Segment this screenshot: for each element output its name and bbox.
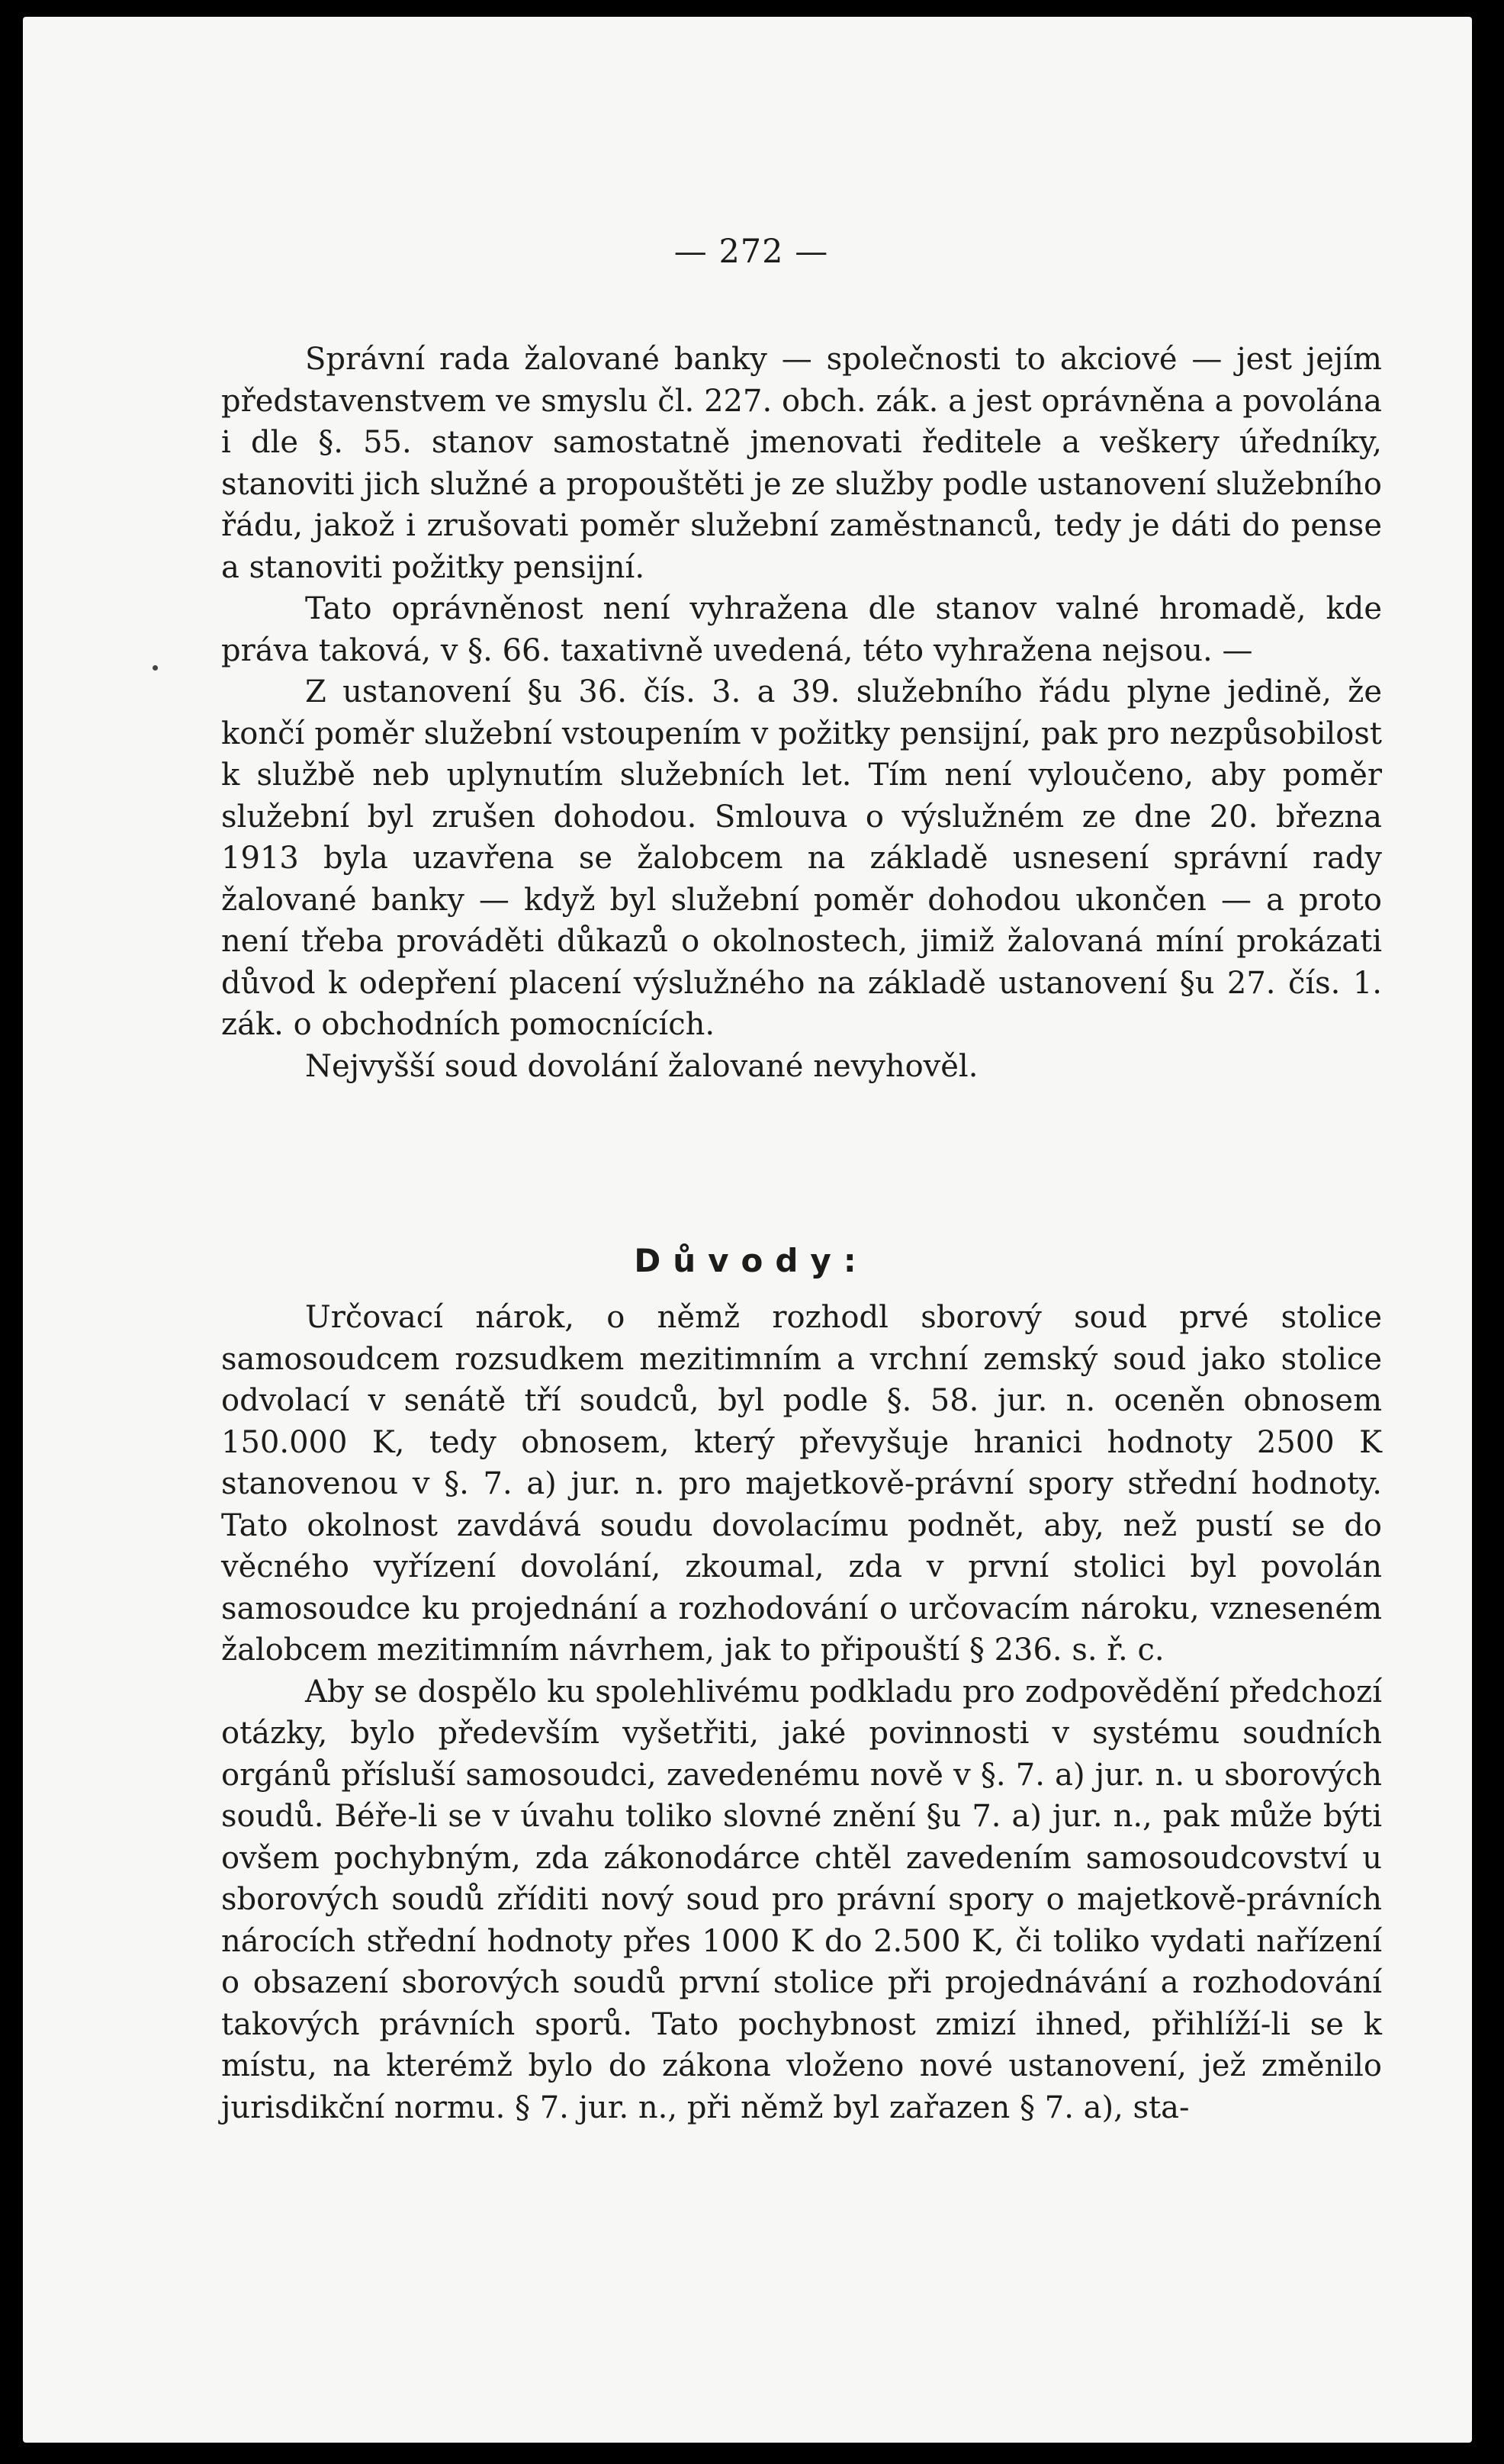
paragraph-board-authority: Správní rada žalované banky — společnosti to akciové — jest jejím představenstvem ve smyslu čl. 227. obch. zák. a jest oprávněna a povolána i dle §. 55. stanov samostatně jmenovati ředitele a veškery úředníky, stanoviti jich služné a propouštěti je ze služby podle ustanovení služebního řádu, jakož i zrušovati poměr služební zaměstnanců, tedy je dáti do pense a stanoviti požitky pensijní. — [221, 342, 1382, 585]
paragraph-general-meeting: Tato oprávněnost není vyhražena dle stanov valné hromadě, kde práva taková, v §. 66. taxativně uvedená, této vyhražena nejsou. — — [221, 591, 1382, 668]
paragraph-single-judge-system: Aby se dospělo ku spolehlivému podkladu pro zodpovědění předchozí otázky, bylo především vyšetřiti, jaké povinnosti v systému soudních orgánů přísluší samosoudci, zavedenému nově v §. 7. a) jur. n. u sborových soudů. Béře-li se v úvahu toliko slovné znění §u 7. a) jur. n., pak může býti ovšem pochybným, zda zákonodárce chtěl zavedením samosoudcovství u sborových soudů zříditi nový soud pro právní spory o majetkově-právních nárocích střední hodnoty přes 1000 K do 2.500 K, či toliko vydati nařízení o obsazení sborových soudů první stolice při projednávání a rozhodování takových právních sporů. Tato pochybnost zmizí ihned, přihlíží-li se k místu, na kterémž bylo do zákona vloženo nové ustanovení, jež změnilo jurisdikční normu. § 7. jur. n., při němž byl zařazen § 7. a), sta- — [221, 1674, 1382, 2125]
reasons-text — [221, 1297, 1382, 2128]
paragraph-declaratory-claim: Určovací nárok, o němž rozhodl sborový soud prvé stolice samosoudcem rozsudkem mezitimním a vrchní zemský soud jako stolice odvolací v senátě tří soudců, byl podle §. 58. jur. n. oceněn obnosem 150.000 K, tedy obnosem, který převyšuje hranici hodnoty 2500 K stanovenou v §. 7. a) jur. n. pro majetkově-právní spory střední hodnoty. Tato okolnost zavdává soudu dovolacímu podnět, aby, než pustí se do věcného vyřízení dovolání, zkoumal, zda v první stolici byl povolán samosoudce ku projednání a rozhodování o určovacím nároku, vzneseném žalobcem mezitimním návrhem, jak to připouští § 236. s. ř. c. — [221, 1300, 1382, 1668]
margin-mark — [153, 665, 158, 671]
paragraph-supreme-court-ruling: Nejvyšší soud dovolání žalované nevyhověl. — [305, 1048, 979, 1084]
judgment-text — [221, 339, 1382, 1087]
section-heading-reasons: Důvody: — [634, 1242, 869, 1279]
paragraph-service-regulations: Z ustanovení §u 36. čís. 3. a 39. služebního řádu plyne jedině, že končí poměr služební vstoupením v požitky pensijní, pak pro nezpůsobilost k službě neb uplynutím služebních let. Tím není vyloučeno, aby poměr služební byl zrušen dohodou. Smlouva o výslužném ze dne 20. března 1913 byla uzavřena se žalobcem na základě usnesení správní rady žalované banky — když byl služební poměr dohodou ukončen — a proto není třeba prováděti důkazů o okolnostech, jimiž žalovaná míní prokázati důvod k odepření placení výslužného na základě ustanovení §u 27. čís. 1. zák. o obchodních pomocnících. — [221, 674, 1382, 1042]
page-number: — 272 — — [673, 233, 829, 271]
